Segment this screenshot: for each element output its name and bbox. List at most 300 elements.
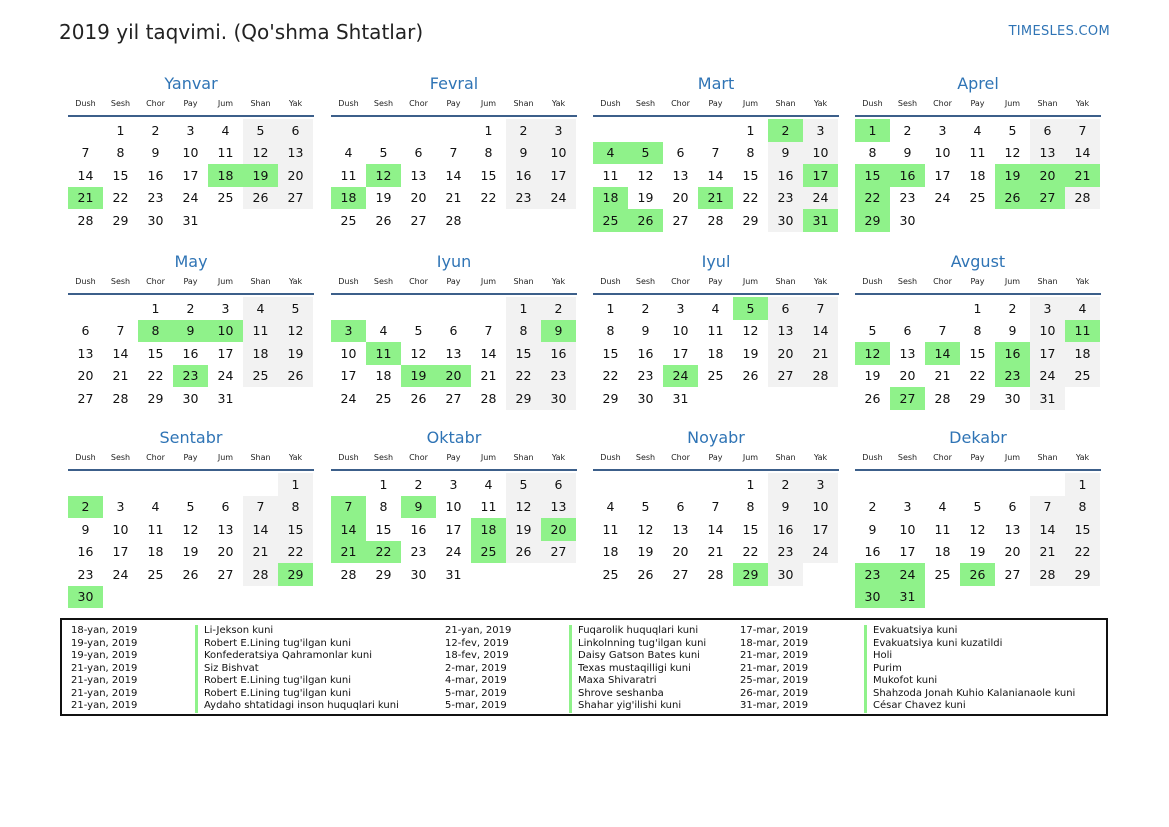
weekday-label: Shan [250, 453, 271, 462]
empty-cell [890, 297, 925, 320]
day-cell: 16 [506, 164, 541, 187]
day-cell: 14 [1030, 518, 1065, 541]
day-cell: 3 [449, 476, 458, 492]
day-cell: 9 [768, 142, 803, 165]
day-cell: 3 [676, 300, 685, 316]
holiday-day-cell: 7 [331, 496, 366, 519]
month-yanvar [68, 72, 314, 232]
legend-holiday-name: César Chavez kuni [864, 700, 966, 713]
day-cell: 9 [506, 142, 541, 165]
day-cell: 30 [768, 563, 803, 586]
month-name: Iyun [436, 252, 472, 271]
weekday-label: Jum [480, 277, 497, 286]
day-cell: 4 [1065, 297, 1100, 320]
weekday-label: Yak [551, 453, 566, 462]
day-cell: 8 [868, 145, 877, 161]
day-grid [68, 119, 314, 232]
day-cell: 3 [221, 300, 230, 316]
day-grid [855, 473, 1101, 608]
weekday-label: Pay [708, 99, 723, 108]
legend-holiday-name: Texas mustaqilligi kuni [569, 663, 691, 676]
day-cell: 6 [541, 473, 576, 496]
day-cell: 15 [969, 345, 986, 361]
month-noyabr [593, 426, 839, 586]
day-cell: 7 [938, 323, 947, 339]
day-cell: 6 [221, 499, 230, 515]
day-cell: 12 [182, 521, 199, 537]
day-cell: 28 [243, 563, 278, 586]
weekday-label: Pay [183, 99, 198, 108]
empty-cell [593, 473, 628, 496]
day-cell: 7 [449, 145, 458, 161]
day-cell: 2 [641, 300, 650, 316]
weekday-header [68, 450, 314, 471]
day-cell: 1 [484, 122, 493, 138]
day-cell: 3 [186, 122, 195, 138]
holiday-day-cell: 2 [68, 496, 103, 519]
day-cell: 2 [186, 300, 195, 316]
holiday-day-cell: 25 [593, 209, 628, 232]
month-name: Avgust [950, 252, 1006, 271]
legend-date: 4-mar, 2019 [445, 675, 507, 686]
day-cell: 24 [934, 190, 951, 206]
day-cell: 9 [868, 521, 877, 537]
month-iyun [331, 250, 577, 410]
day-cell: 2 [414, 476, 423, 492]
day-cell: 7 [243, 496, 278, 519]
weekday-label: Shan [775, 277, 796, 286]
day-cell: 26 [278, 365, 313, 388]
day-cell: 13 [278, 142, 313, 165]
day-cell: 3 [803, 119, 838, 142]
day-cell: 19 [637, 190, 654, 206]
day-cell: 23 [147, 190, 164, 206]
day-cell: 8 [506, 320, 541, 343]
day-cell: 6 [1008, 499, 1017, 515]
legend-item [445, 638, 706, 651]
weekday-label: Pay [183, 453, 198, 462]
day-cell: 6 [414, 145, 423, 161]
holiday-day-cell: 10 [208, 320, 243, 343]
holiday-day-cell: 26 [960, 563, 995, 586]
legend-holiday-name: Aydaho shtatidagi inson huquqlari kuni [195, 700, 399, 713]
day-cell: 13 [1030, 142, 1065, 165]
empty-cell [401, 119, 436, 142]
day-cell: 30 [899, 212, 916, 228]
empty-cell [1030, 473, 1065, 496]
day-cell: 5 [868, 323, 877, 339]
day-cell: 22 [742, 544, 759, 560]
day-cell: 3 [1030, 297, 1065, 320]
legend-date: 21-yan, 2019 [71, 662, 138, 674]
weekday-header [855, 96, 1101, 117]
empty-cell [960, 473, 995, 496]
day-cell: 12 [637, 521, 654, 537]
day-cell: 1 [116, 122, 125, 138]
holiday-day-cell: 31 [803, 209, 838, 232]
weekday-label: Chor [671, 99, 690, 108]
weekday-header [331, 450, 577, 471]
day-cell: 23 [637, 368, 654, 384]
day-cell: 23 [768, 187, 803, 210]
day-cell: 22 [278, 541, 313, 564]
weekday-label: Yak [288, 99, 303, 108]
day-cell: 30 [541, 387, 576, 410]
holiday-day-cell: 23 [173, 365, 208, 388]
empty-cell [331, 119, 366, 142]
day-cell: 12 [637, 167, 654, 183]
day-cell: 5 [243, 119, 278, 142]
day-grid [331, 473, 577, 586]
holiday-day-cell: 26 [995, 187, 1030, 210]
day-cell: 18 [375, 368, 392, 384]
holiday-day-cell: 8 [138, 320, 173, 343]
empty-cell [138, 473, 173, 496]
day-cell: 20 [672, 190, 689, 206]
day-cell: 13 [768, 320, 803, 343]
weekday-label: Jum [742, 277, 759, 286]
weekday-label: Sesh [897, 453, 918, 462]
holiday-day-cell: 21 [1065, 164, 1100, 187]
holiday-day-cell: 22 [855, 187, 890, 210]
day-cell: 21 [803, 342, 838, 365]
day-cell: 10 [803, 496, 838, 519]
month-dekabr [855, 426, 1101, 608]
day-cell: 24 [340, 390, 357, 406]
day-cell: 6 [676, 145, 685, 161]
empty-cell [471, 297, 506, 320]
legend-date: 31-mar, 2019 [740, 700, 809, 711]
weekday-label: Sesh [110, 277, 131, 286]
holiday-day-cell: 23 [995, 365, 1030, 388]
day-cell: 25 [243, 365, 278, 388]
legend-holiday-name: Evakuatsiya kuni kuzatildi [864, 638, 1002, 651]
day-cell: 2 [903, 122, 912, 138]
weekday-label: Shan [1037, 277, 1058, 286]
day-cell: 19 [278, 342, 313, 365]
legend-column [71, 625, 399, 713]
day-cell: 21 [707, 544, 724, 560]
day-cell: 24 [803, 541, 838, 564]
weekday-label: Sesh [897, 99, 918, 108]
weekday-label: Jum [1004, 99, 1021, 108]
day-cell: 17 [672, 345, 689, 361]
day-cell: 17 [899, 544, 916, 560]
legend-date: 18-fev, 2019 [445, 650, 509, 661]
day-cell: 6 [81, 323, 90, 339]
weekday-label: Pay [446, 453, 461, 462]
day-cell: 19 [969, 544, 986, 560]
day-cell: 4 [938, 499, 947, 515]
legend-date: 21-yan, 2019 [445, 625, 512, 636]
day-cell: 4 [151, 499, 160, 515]
holiday-day-cell: 9 [173, 320, 208, 343]
day-cell: 11 [480, 499, 497, 515]
holiday-day-cell: 21 [331, 541, 366, 564]
weekday-label: Yak [551, 99, 566, 108]
empty-cell [855, 297, 890, 320]
weekday-label: Chor [671, 277, 690, 286]
weekday-label: Pay [446, 99, 461, 108]
empty-cell [103, 297, 138, 320]
day-cell: 22 [112, 190, 129, 206]
legend-holiday-name: Purim [864, 663, 902, 676]
day-cell: 11 [602, 521, 619, 537]
weekday-label: Dush [600, 99, 621, 108]
day-cell: 16 [147, 167, 164, 183]
weekday-label: Yak [813, 277, 828, 286]
legend-column [445, 625, 706, 713]
legend-item [71, 650, 399, 663]
day-cell: 26 [182, 566, 199, 582]
day-cell: 7 [803, 297, 838, 320]
holiday-day-cell: 23 [855, 563, 890, 586]
day-cell: 25 [707, 368, 724, 384]
weekday-header [68, 274, 314, 295]
day-cell: 16 [182, 345, 199, 361]
weekday-label: Pay [708, 453, 723, 462]
holiday-day-cell: 18 [471, 518, 506, 541]
legend-date: 21-mar, 2019 [740, 650, 809, 661]
legend-item [445, 675, 706, 688]
holiday-day-cell: 3 [331, 320, 366, 343]
day-cell: 28 [707, 212, 724, 228]
day-cell: 17 [803, 518, 838, 541]
day-cell: 13 [541, 496, 576, 519]
day-cell: 13 [217, 521, 234, 537]
day-grid [593, 473, 839, 586]
empty-cell [436, 297, 471, 320]
site-link[interactable]: TIMESLES.COM [1008, 24, 1110, 39]
day-cell: 1 [1065, 473, 1100, 496]
day-cell: 18 [1065, 342, 1100, 365]
day-cell: 31 [672, 390, 689, 406]
day-cell: 22 [969, 368, 986, 384]
weekday-label: Jum [742, 453, 759, 462]
day-cell: 16 [864, 544, 881, 560]
empty-cell [331, 473, 366, 496]
legend-item [71, 663, 399, 676]
day-cell: 5 [278, 297, 313, 320]
holiday-day-cell: 15 [855, 164, 890, 187]
weekday-label: Chor [146, 99, 165, 108]
day-cell: 12 [969, 521, 986, 537]
holiday-legend [60, 618, 1108, 716]
day-cell: 26 [742, 368, 759, 384]
legend-holiday-name: Evakuatsiya kuni [864, 625, 957, 638]
weekday-label: Chor [933, 277, 952, 286]
day-cell: 27 [672, 212, 689, 228]
legend-item [71, 675, 399, 688]
day-cell: 23 [541, 365, 576, 388]
legend-date: 25-mar, 2019 [740, 675, 809, 686]
day-cell: 6 [278, 119, 313, 142]
weekday-label: Shan [775, 453, 796, 462]
day-cell: 11 [934, 521, 951, 537]
day-cell: 13 [77, 345, 94, 361]
weekday-label: Shan [1037, 99, 1058, 108]
weekday-header [593, 450, 839, 471]
legend-date: 2-mar, 2019 [445, 662, 507, 674]
weekday-label: Chor [146, 453, 165, 462]
page-title: 2019 yil taqvimi. (Qo'shma Shtatlar) [59, 20, 424, 44]
holiday-day-cell: 30 [855, 586, 890, 609]
day-cell: 20 [672, 544, 689, 560]
holiday-day-cell: 19 [995, 164, 1030, 187]
weekday-label: Sesh [110, 99, 131, 108]
day-cell: 2 [151, 122, 160, 138]
day-cell: 21 [243, 541, 278, 564]
weekday-label: Pay [970, 453, 985, 462]
day-cell: 27 [217, 566, 234, 582]
day-cell: 25 [340, 212, 357, 228]
holiday-day-cell: 18 [593, 187, 628, 210]
day-cell: 30 [1004, 390, 1021, 406]
month-fevral [331, 72, 577, 232]
weekday-label: Dush [75, 99, 96, 108]
weekday-label: Sesh [373, 99, 394, 108]
day-cell: 20 [217, 544, 234, 560]
holiday-day-cell: 5 [628, 142, 663, 165]
day-cell: 21 [480, 368, 497, 384]
weekday-label: Chor [671, 453, 690, 462]
holiday-day-cell: 1 [855, 119, 890, 142]
empty-cell [698, 473, 733, 496]
day-cell: 30 [637, 390, 654, 406]
legend-holiday-name: Maxa Shivaratri [569, 675, 657, 688]
weekday-label: Pay [970, 277, 985, 286]
day-cell: 4 [711, 300, 720, 316]
day-cell: 1 [506, 297, 541, 320]
day-cell: 28 [1030, 563, 1065, 586]
day-cell: 22 [1065, 541, 1100, 564]
weekday-label: Yak [288, 277, 303, 286]
weekday-header [331, 274, 577, 295]
day-cell: 8 [606, 323, 615, 339]
day-cell: 20 [1004, 544, 1021, 560]
day-cell: 19 [182, 544, 199, 560]
day-cell: 5 [186, 499, 195, 515]
holiday-day-cell: 12 [366, 164, 401, 187]
month-aprel [855, 72, 1101, 232]
legend-holiday-name: Mukofot kuni [864, 675, 937, 688]
day-cell: 6 [676, 499, 685, 515]
day-cell: 23 [768, 541, 803, 564]
day-cell: 1 [151, 300, 160, 316]
weekday-header [331, 96, 577, 117]
holiday-day-cell: 27 [1030, 187, 1065, 210]
legend-holiday-name: Fuqarolik huquqlari kuni [569, 625, 698, 638]
weekday-label: Sesh [373, 277, 394, 286]
holiday-day-cell: 16 [995, 342, 1030, 365]
day-cell: 29 [112, 212, 129, 228]
weekday-label: Yak [1075, 277, 1090, 286]
legend-holiday-name: Holi [864, 650, 892, 663]
day-cell: 16 [77, 544, 94, 560]
weekday-label: Dush [338, 277, 359, 286]
day-cell: 25 [217, 190, 234, 206]
day-cell: 1 [746, 122, 755, 138]
month-oktabr [331, 426, 577, 586]
holiday-day-cell: 29 [733, 563, 768, 586]
day-cell: 21 [934, 368, 951, 384]
legend-holiday-name: Shahzoda Jonah Kuhio Kalanianaole kuni [864, 688, 1075, 701]
day-cell: 4 [606, 499, 615, 515]
day-cell: 31 [1030, 387, 1065, 410]
day-cell: 11 [602, 167, 619, 183]
day-cell: 26 [506, 541, 541, 564]
weekday-header [855, 274, 1101, 295]
day-cell: 8 [116, 145, 125, 161]
day-cell: 7 [711, 145, 720, 161]
day-grid [593, 297, 839, 410]
day-cell: 26 [637, 566, 654, 582]
empty-cell [925, 297, 960, 320]
weekday-label: Yak [813, 99, 828, 108]
day-cell: 10 [445, 499, 462, 515]
legend-holiday-name: Konfederatsiya Qahramonlar kuni [195, 650, 372, 663]
day-cell: 9 [903, 145, 912, 161]
holiday-day-cell: 26 [628, 209, 663, 232]
weekday-label: Jum [217, 277, 234, 286]
day-cell: 12 [1004, 145, 1021, 161]
day-cell: 2 [541, 297, 576, 320]
day-cell: 25 [934, 566, 951, 582]
weekday-label: Dush [75, 453, 96, 462]
day-cell: 4 [379, 323, 388, 339]
empty-cell [698, 119, 733, 142]
day-cell: 27 [278, 187, 313, 210]
day-cell: 7 [1030, 496, 1065, 519]
day-cell: 7 [116, 323, 125, 339]
day-cell: 6 [449, 323, 458, 339]
day-cell: 6 [903, 323, 912, 339]
weekday-label: Jum [1004, 277, 1021, 286]
day-cell: 7 [81, 145, 90, 161]
day-cell: 10 [803, 142, 838, 165]
empty-cell [663, 473, 698, 496]
weekday-label: Sesh [897, 277, 918, 286]
holiday-day-cell: 18 [208, 164, 243, 187]
day-grid [855, 119, 1101, 232]
day-cell: 13 [672, 521, 689, 537]
day-cell: 4 [344, 145, 353, 161]
day-cell: 8 [484, 145, 493, 161]
weekday-label: Jum [217, 453, 234, 462]
day-grid [331, 297, 577, 410]
day-cell: 5 [379, 145, 388, 161]
day-cell: 17 [1030, 342, 1065, 365]
day-cell: 13 [410, 167, 427, 183]
month-sentabr [68, 426, 314, 608]
month-name: May [174, 252, 208, 271]
day-cell: 15 [112, 167, 129, 183]
legend-item [740, 650, 1075, 663]
weekday-label: Yak [1075, 453, 1090, 462]
day-cell: 26 [410, 390, 427, 406]
day-cell: 17 [340, 368, 357, 384]
empty-cell [243, 473, 278, 496]
day-cell: 8 [746, 499, 755, 515]
day-cell: 31 [445, 566, 462, 582]
legend-date: 19-yan, 2019 [71, 650, 138, 661]
holiday-day-cell: 20 [541, 518, 576, 541]
day-cell: 20 [77, 368, 94, 384]
day-cell: 19 [864, 368, 881, 384]
day-cell: 3 [803, 473, 838, 496]
day-cell: 9 [641, 323, 650, 339]
holiday-day-cell: 19 [401, 365, 436, 388]
